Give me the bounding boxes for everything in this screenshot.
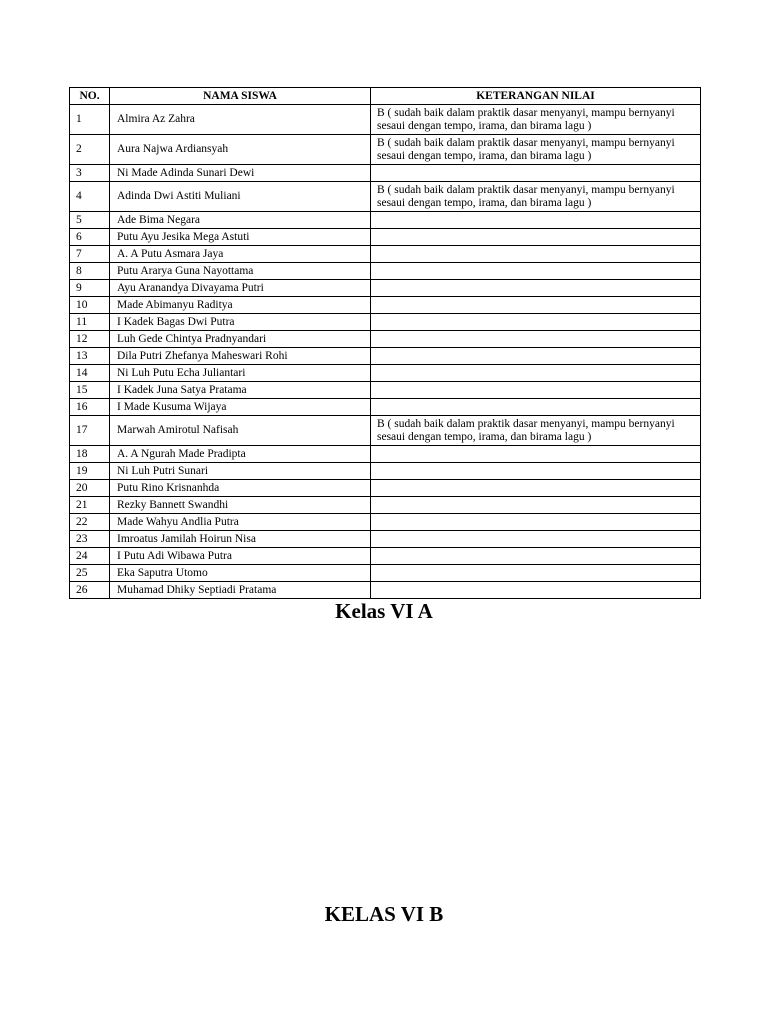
cell-note	[371, 314, 701, 331]
cell-name: Imroatus Jamilah Hoirun Nisa	[110, 531, 371, 548]
cell-no: 24	[70, 548, 110, 565]
cell-no: 15	[70, 382, 110, 399]
table-row	[70, 105, 701, 135]
table-row	[70, 348, 701, 365]
header-no: NO.	[70, 88, 110, 105]
cell-no: 21	[70, 497, 110, 514]
cell-no: 25	[70, 565, 110, 582]
cell-name: I Putu Adi Wibawa Putra	[110, 548, 371, 565]
table-row	[70, 280, 701, 297]
table-row	[70, 212, 701, 229]
cell-note	[371, 514, 701, 531]
cell-no: 22	[70, 514, 110, 531]
cell-note	[371, 548, 701, 565]
cell-name: Adinda Dwi Astiti Muliani	[110, 182, 371, 212]
cell-note: B ( sudah baik dalam praktik dasar menyanyi, mampu bernyanyi sesaui dengan tempo, irama, dan birama lagu )	[371, 105, 701, 135]
table-row	[70, 314, 701, 331]
cell-note	[371, 165, 701, 182]
cell-note	[371, 212, 701, 229]
cell-no: 2	[70, 135, 110, 165]
cell-note	[371, 280, 701, 297]
cell-name: Almira Az Zahra	[110, 105, 371, 135]
cell-no: 12	[70, 331, 110, 348]
cell-note	[371, 246, 701, 263]
table-row	[70, 229, 701, 246]
cell-note: B ( sudah baik dalam praktik dasar menyanyi, mampu bernyanyi sesaui dengan tempo, irama, dan birama lagu )	[371, 182, 701, 212]
cell-note	[371, 565, 701, 582]
cell-name: A. A Ngurah Made Pradipta	[110, 446, 371, 463]
cell-no: 6	[70, 229, 110, 246]
cell-note	[371, 399, 701, 416]
table-row	[70, 246, 701, 263]
table-row	[70, 497, 701, 514]
cell-name: Ni Luh Putu Echa Juliantari	[110, 365, 371, 382]
table-row	[70, 565, 701, 582]
cell-no: 23	[70, 531, 110, 548]
table-row	[70, 182, 701, 212]
cell-name: Marwah Amirotul Nafisah	[110, 416, 371, 446]
cell-note	[371, 348, 701, 365]
cell-name: Ayu Aranandya Divayama Putri	[110, 280, 371, 297]
cell-note	[371, 480, 701, 497]
cell-no: 1	[70, 105, 110, 135]
cell-name: Rezky Bannett Swandhi	[110, 497, 371, 514]
cell-no: 8	[70, 263, 110, 280]
grades-table	[69, 87, 701, 599]
cell-no: 10	[70, 297, 110, 314]
cell-name: Luh Gede Chintya Pradnyandari	[110, 331, 371, 348]
cell-name: Made Abimanyu Raditya	[110, 297, 371, 314]
cell-no: 26	[70, 582, 110, 599]
cell-name: Aura Najwa Ardiansyah	[110, 135, 371, 165]
table-row	[70, 297, 701, 314]
table-row	[70, 165, 701, 182]
cell-name: Eka Saputra Utomo	[110, 565, 371, 582]
cell-name: Ni Luh Putri Sunari	[110, 463, 371, 480]
cell-name: I Kadek Bagas Dwi Putra	[110, 314, 371, 331]
cell-name: A. A Putu Asmara Jaya	[110, 246, 371, 263]
table-body	[70, 105, 701, 599]
cell-note: B ( sudah baik dalam praktik dasar menyanyi, mampu bernyanyi sesaui dengan tempo, irama, dan birama lagu )	[371, 135, 701, 165]
table-row	[70, 331, 701, 348]
cell-no: 11	[70, 314, 110, 331]
table-row	[70, 365, 701, 382]
cell-name: Muhamad Dhiky Septiadi Pratama	[110, 582, 371, 599]
cell-no: 13	[70, 348, 110, 365]
table-row	[70, 416, 701, 446]
class-title-b: KELAS VI B	[324, 902, 444, 926]
table-row	[70, 531, 701, 548]
cell-note	[371, 263, 701, 280]
cell-no: 5	[70, 212, 110, 229]
cell-note	[371, 382, 701, 399]
cell-no: 9	[70, 280, 110, 297]
cell-no: 3	[70, 165, 110, 182]
cell-no: 16	[70, 399, 110, 416]
cell-name: I Made Kusuma Wijaya	[110, 399, 371, 416]
table-row	[70, 399, 701, 416]
cell-name: Putu Ayu Jesika Mega Astuti	[110, 229, 371, 246]
header-note: KETERANGAN NILAI	[371, 88, 701, 105]
cell-note	[371, 531, 701, 548]
cell-name: I Kadek Juna Satya Pratama	[110, 382, 371, 399]
cell-no: 14	[70, 365, 110, 382]
cell-no: 17	[70, 416, 110, 446]
cell-no: 4	[70, 182, 110, 212]
cell-name: Ni Made Adinda Sunari Dewi	[110, 165, 371, 182]
table-row	[70, 135, 701, 165]
table-row	[70, 548, 701, 565]
class-title-a: Kelas VI A	[335, 599, 433, 623]
cell-name: Made Wahyu Andlia Putra	[110, 514, 371, 531]
cell-note	[371, 446, 701, 463]
header-name: NAMA SISWA	[110, 88, 371, 105]
table-row	[70, 480, 701, 497]
cell-name: Dila Putri Zhefanya Maheswari Rohi	[110, 348, 371, 365]
cell-name: Putu Rino Krisnanhda	[110, 480, 371, 497]
cell-note	[371, 497, 701, 514]
table-row	[70, 463, 701, 480]
table-header-row	[70, 88, 701, 105]
cell-note	[371, 331, 701, 348]
table-row	[70, 582, 701, 599]
table-row	[70, 382, 701, 399]
table-row	[70, 514, 701, 531]
cell-note	[371, 365, 701, 382]
cell-no: 7	[70, 246, 110, 263]
cell-note	[371, 582, 701, 599]
cell-no: 19	[70, 463, 110, 480]
cell-note	[371, 229, 701, 246]
cell-note: B ( sudah baik dalam praktik dasar menyanyi, mampu bernyanyi sesaui dengan tempo, irama, dan birama lagu )	[371, 416, 701, 446]
cell-no: 20	[70, 480, 110, 497]
cell-name: Putu Ararya Guna Nayottama	[110, 263, 371, 280]
cell-no: 18	[70, 446, 110, 463]
cell-name: Ade Bima Negara	[110, 212, 371, 229]
cell-note	[371, 463, 701, 480]
cell-note	[371, 297, 701, 314]
table-row	[70, 446, 701, 463]
table-row	[70, 263, 701, 280]
